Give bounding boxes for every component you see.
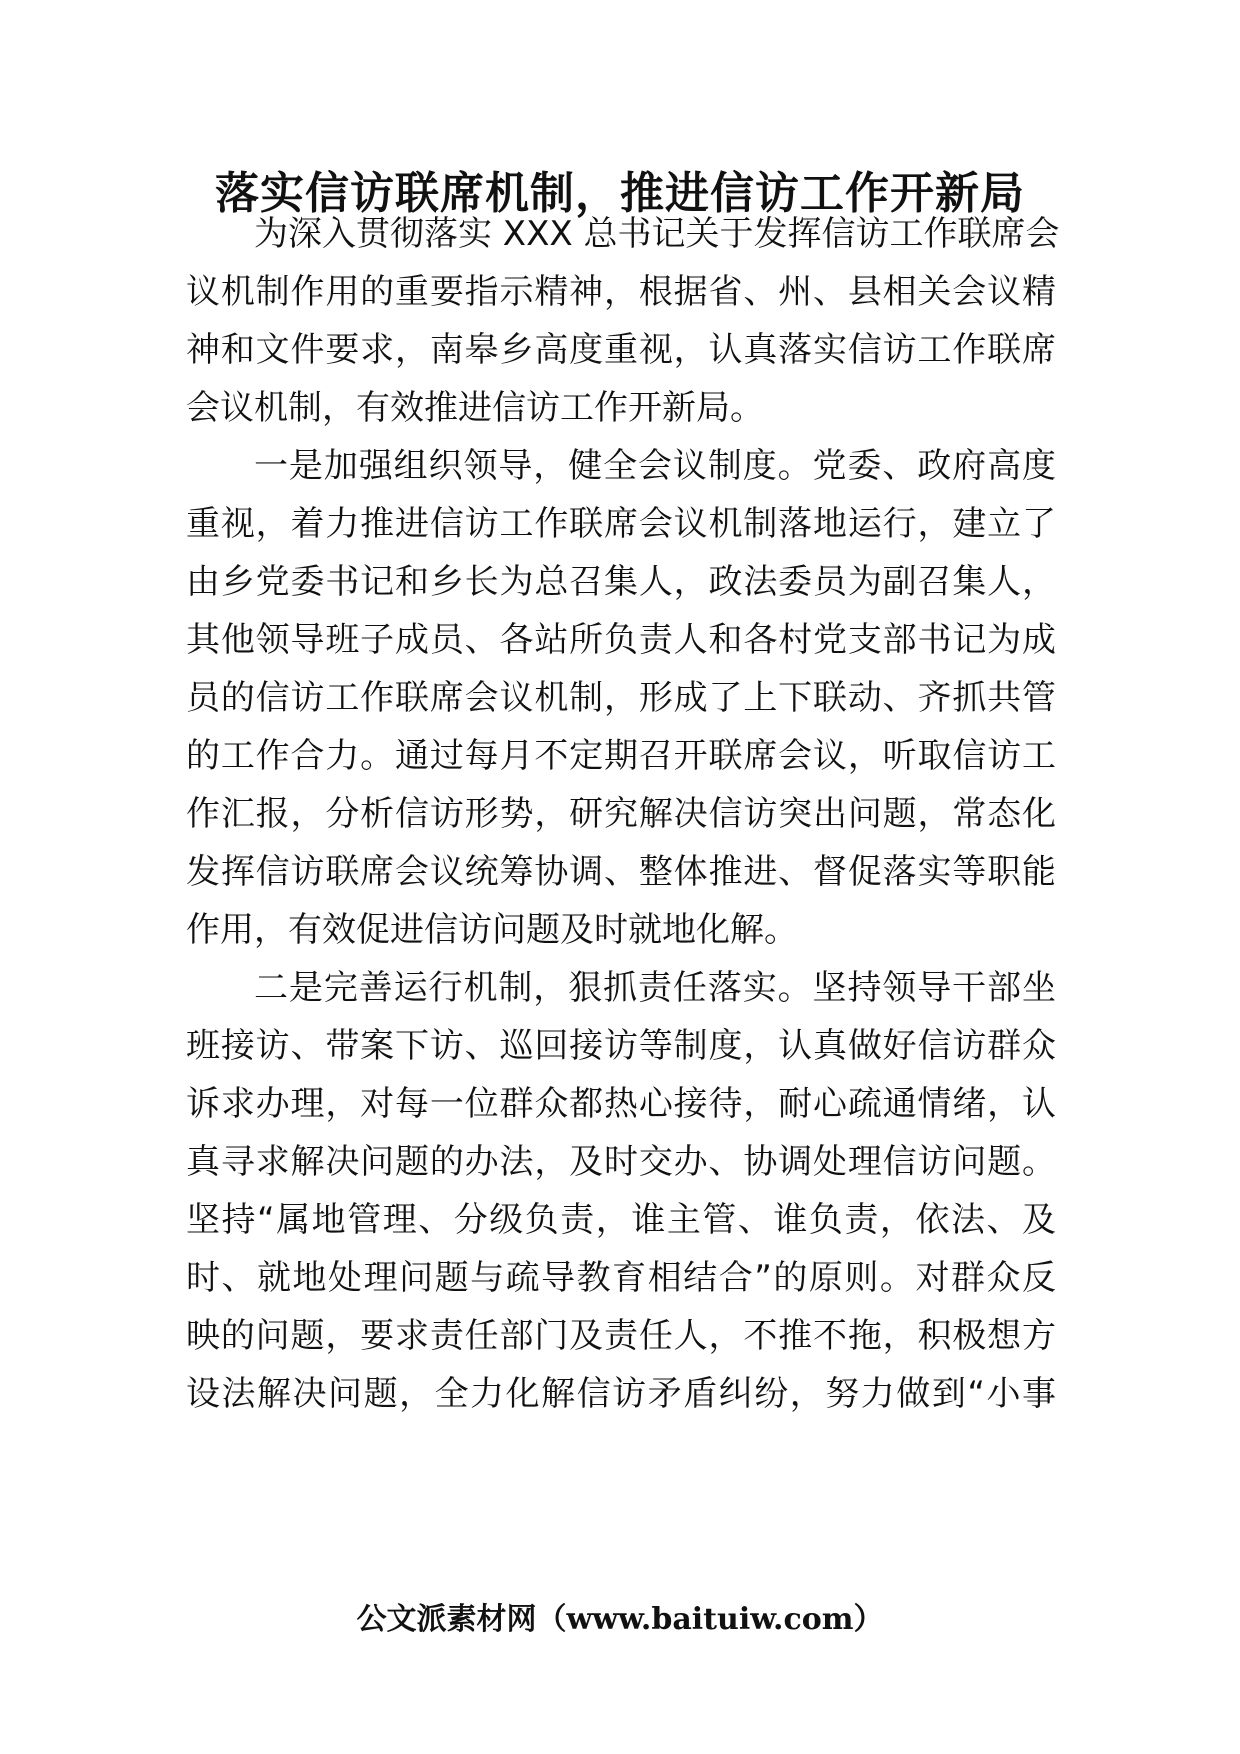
body-line: 真寻求解决问题的办法，及时交办、协调处理信访问题。 — [186, 1142, 1056, 1182]
body-line: 其他领导班子成员、各站所负责人和各村党支部书记为成 — [186, 620, 1056, 660]
body-line: 作汇报，分析信访形势，研究解决信访突出问题，常态化 — [186, 794, 1056, 834]
body-line: 时、就地处理问题与疏导教育相结合”的原则。对群众反 — [186, 1258, 1056, 1298]
body-line: 神和文件要求，南皋乡高度重视，认真落实信访工作联席 — [186, 330, 1056, 370]
body-line: 映的问题，要求责任部门及责任人，不推不拖，积极想方 — [186, 1316, 1056, 1356]
body-line: 作用，有效促进信访问题及时就地化解。 — [186, 910, 798, 950]
body-line: 议机制作用的重要指示精神，根据省、州、县相关会议精 — [186, 272, 1056, 312]
document-title: 落实信访联席机制，推进信访工作开新局 — [215, 168, 1025, 219]
body-line: 坚持“属地管理、分级负责，谁主管、谁负责，依法、及 — [186, 1200, 1056, 1240]
body-line: 班接访、带案下访、巡回接访等制度，认真做好信访群众 — [186, 1026, 1056, 1066]
body-line: 二是完善运行机制，狠抓责任落实。坚持领导干部坐 — [254, 968, 1056, 1008]
body-line: 一是加强组织领导，健全会议制度。党委、政府高度 — [254, 446, 1056, 486]
body-line: 为深入贯彻落实 XXX 总书记关于发挥信访工作联席会 — [254, 214, 1060, 254]
body-line: 重视，着力推进信访工作联席会议机制落地运行，建立了 — [186, 504, 1056, 544]
body-line: 员的信访工作联席会议机制，形成了上下联动、齐抓共管 — [186, 678, 1056, 718]
body-line: 会议机制，有效推进信访工作开新局。 — [186, 388, 764, 428]
body-line: 诉求办理，对每一位群众都热心接待，耐心疏通情绪，认 — [186, 1084, 1056, 1124]
body-line: 的工作合力。通过每月不定期召开联席会议，听取信访工 — [186, 736, 1056, 776]
page-footer: 公文派素材网（www.baituiw.com） — [356, 1602, 884, 1637]
body-line: 由乡党委书记和乡长为总召集人，政法委员为副召集人， — [186, 562, 1056, 602]
body-line: 发挥信访联席会议统筹协调、整体推进、督促落实等职能 — [186, 852, 1056, 892]
body-line: 设法解决问题，全力化解信访矛盾纠纷，努力做到“小事 — [186, 1374, 1056, 1414]
